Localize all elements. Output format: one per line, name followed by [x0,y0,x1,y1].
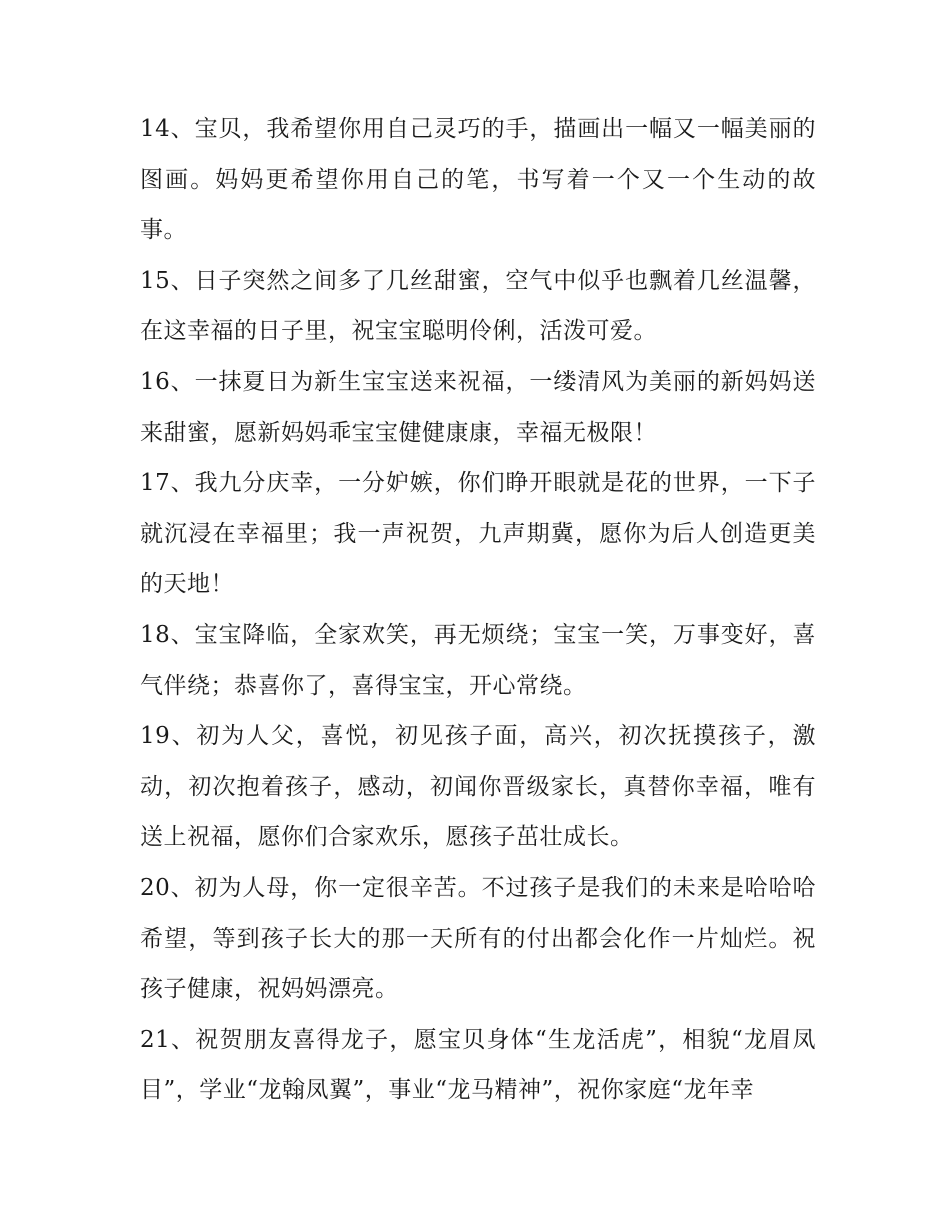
paragraph-18: 18、宝宝降临，全家欢笑，再无烦绕；宝宝一笑，万事变好，喜气伴绕；恭喜你了，喜得宝宝，开心常绕。 [140,621,816,699]
paragraph-17: 17、我九分庆幸，一分妒嫉，你们睁开眼就是花的世界，一下子就沉浸在幸福里；我一声祝贺，九声期冀，愿你为后人创造更美的天地！ [140,470,816,598]
paragraph-19: 19、初为人父，喜悦，初见孩子面，高兴，初次抚摸孩子，激动，初次抱着孩子，感动，初闻你晋级家长，真替你幸福，唯有送上祝福，愿你们合家欢乐，愿孩子茁壮成长。 [140,723,816,851]
paragraph-14: 14、宝贝，我希望你用自己灵巧的手，描画出一幅又一幅美丽的图画。妈妈更希望你用自己的笔，书写着一个又一个生动的故事。 [140,116,816,244]
document-body [140,104,816,1116]
paragraph-16: 16、一抹夏日为新生宝宝送来祝福，一缕清风为美丽的新妈妈送来甜蜜，愿新妈妈乖宝宝健健康康，幸福无极限！ [140,368,816,446]
paragraph-20: 20、初为人母，你一定很辛苦。不过孩子是我们的未来是哈哈哈希望，等到孩子长大的那一天所有的付出都会化作一片灿烂。祝孩子健康，祝妈妈漂亮。 [140,874,816,1003]
paragraph-21: 21、祝贺朋友喜得龙子，愿宝贝身体“生龙活虎”，相貌“龙眉凤目”，学业“龙翰凤翼”，事业“龙马精神”，祝你家庭“龙年幸 [140,1026,816,1104]
paragraph-15: 15、日子突然之间多了几丝甜蜜，空气中似乎也飘着几丝温馨，在这幸福的日子里，祝宝宝聪明伶俐，活泼可爱。 [140,267,816,345]
